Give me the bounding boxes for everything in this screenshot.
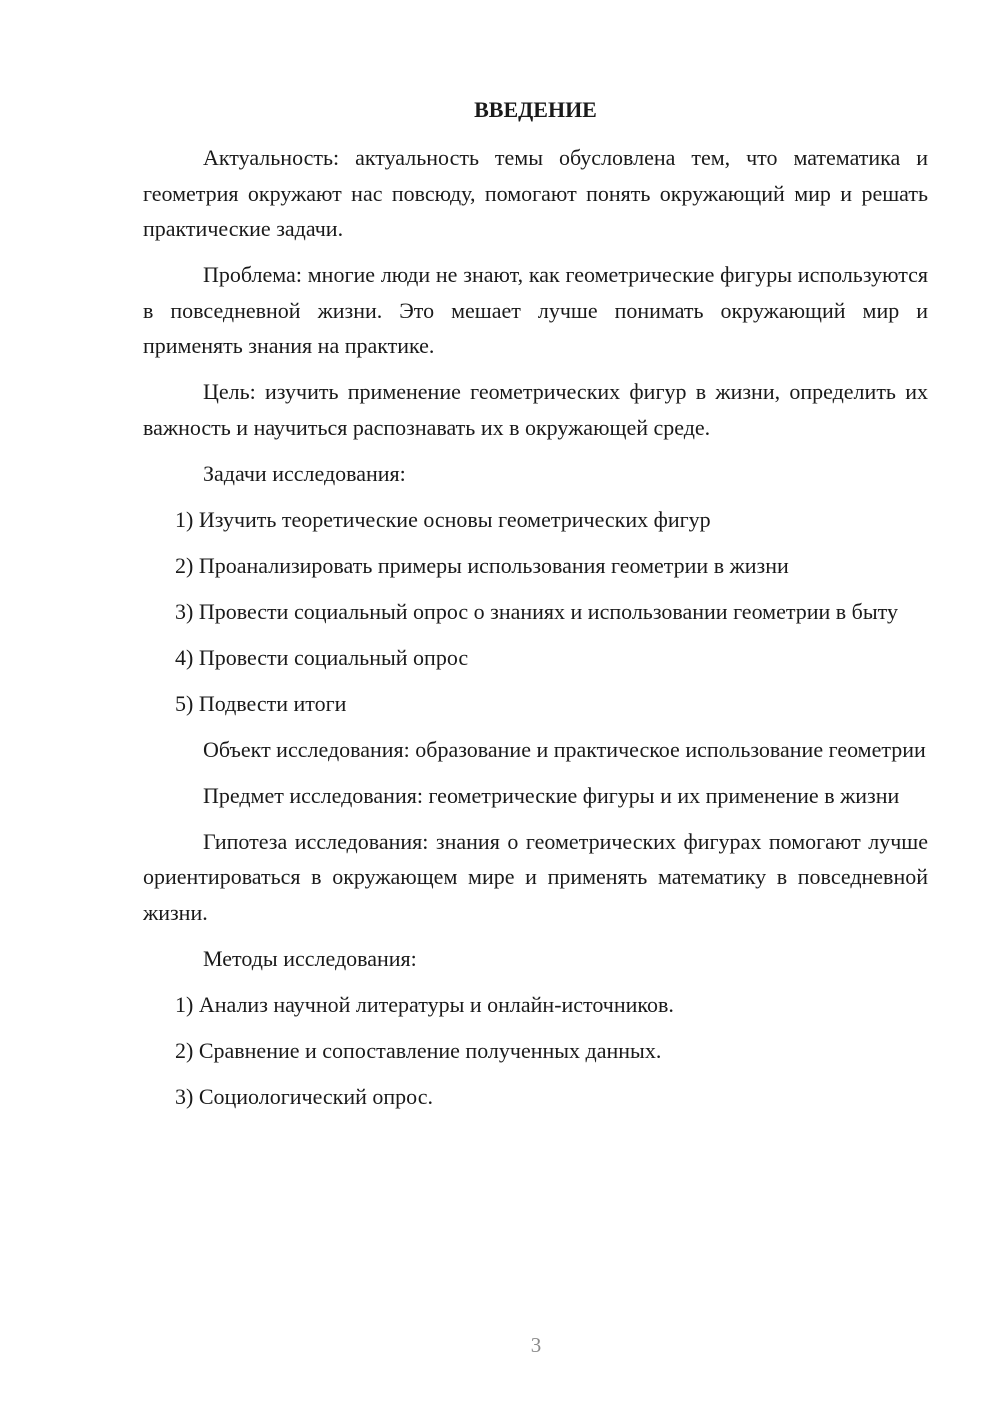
hypothesis-paragraph: Гипотеза исследования: знания о геометрических фигурах помогают лучше ориентироваться в окружающем мире и применять математику в повседневной жизни. — [143, 828, 928, 925]
task-item: 5) Подвести итоги — [175, 690, 347, 716]
task-item: 3) Провести социальный опрос о знаниях и использовании геометрии в быту — [175, 598, 898, 624]
method-item: 3) Социологический опрос. — [175, 1083, 433, 1109]
relevance-paragraph: Актуальность: актуальность темы обусловлена тем, что математика и геометрия окружают нас повсюду, помогают понять окружающий мир и решать практические задачи. — [143, 145, 928, 241]
tasks-title: Задачи исследования: — [203, 460, 406, 486]
method-item: 1) Анализ научной литературы и онлайн-источников. — [175, 991, 674, 1017]
section-heading: ВВЕДЕНИЕ — [474, 97, 597, 122]
task-item: 1) Изучить теоретические основы геометрических фигур — [175, 506, 711, 532]
goal-paragraph: Цель: изучить применение геометрических фигур в жизни, определить их важность и научиться распознавать их в окружающей среде. — [143, 379, 928, 440]
task-item: 4) Провести социальный опрос — [175, 644, 469, 670]
problem-paragraph: Проблема: многие люди не знают, как геометрические фигуры используются в повседневной жизни. Это мешает лучше понимать окружающий мир и применять знания на практике. — [143, 262, 928, 358]
task-item: 2) Проанализировать примеры использования геометрии в жизни — [175, 552, 789, 578]
page-content — [143, 92, 928, 1125]
page-number: 3 — [530, 1333, 542, 1357]
methods-title: Методы исследования: — [203, 945, 417, 971]
method-item: 2) Сравнение и сопоставление полученных данных. — [175, 1037, 662, 1063]
object-paragraph: Объект исследования: образование и практическое использование геометрии — [203, 736, 926, 762]
subject-paragraph: Предмет исследования: геометрические фигуры и их применение в жизни — [203, 782, 900, 808]
